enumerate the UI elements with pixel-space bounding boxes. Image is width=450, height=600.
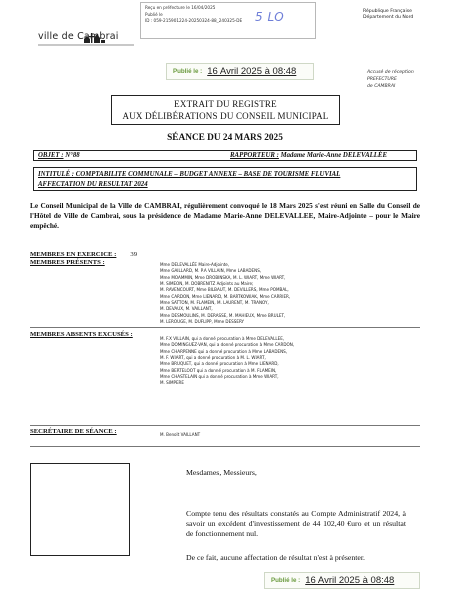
- republique-line: République Française: [363, 9, 412, 14]
- rapporteur-value: Madame Marie-Anne DELEVALLÉE: [278, 152, 387, 159]
- publish-label: Publié le :: [173, 68, 203, 75]
- objet-label: OBJET :: [38, 152, 64, 159]
- list-item: Mme MOAMMIN, Mme DROBINSKA, M. L. WIART, Mme WIART,: [160, 274, 286, 280]
- prefecture-receipt-box: [140, 2, 316, 39]
- city-logo-name: ville de Cambrai: [38, 31, 119, 42]
- list-item: Mme SATTON, M. FLAMEIN, M. LAURENT, M. TRANOY,: [160, 300, 269, 306]
- intitule-label: INTITULÉ :: [38, 171, 75, 178]
- list-item: M. F.X VILLAIN, qui a donné procuration à Mme DELEVALLEE,: [160, 336, 285, 341]
- divider: [30, 327, 420, 328]
- list-item: M. SIMEON, M. DOBRENITZ Adjoints au Maire;: [160, 281, 254, 287]
- membres-presents-label: MEMBRES PRÉSENTS :: [30, 259, 105, 266]
- list-item: M. RAVENCOURT, Mme BILBAUT, M. DEVILLERS, Mme POMBAL,: [160, 287, 289, 293]
- membres-absents-label: MEMBRES ABSENTS EXCUSÉS :: [30, 331, 133, 338]
- letter-salutation: Mesdames, Messieurs,: [186, 468, 257, 477]
- objet-value: N°88: [63, 152, 80, 159]
- handwritten-number: 5 LO: [255, 10, 285, 24]
- list-item: Mme CHARPENNE qui a donné procuration à Mme LABADENS,: [160, 348, 288, 354]
- title-line-1: EXTRAIT DU REGISTRE: [174, 99, 277, 109]
- publish-date-box-bottom: [264, 572, 420, 589]
- departement-line: Département du Nord: [363, 15, 414, 21]
- intitule-line-2: AFFECTATION DU RESULTAT 2024: [38, 180, 148, 188]
- divider: [30, 425, 420, 426]
- list-item: M. DEVAUX, M. VAILLANT,: [160, 306, 213, 312]
- accuse-line: de CAMBRAI: [367, 83, 396, 89]
- membres-exercice-label: MEMBRES EN EXERCICE :: [30, 251, 117, 258]
- letter-paragraph-2: De ce fait, aucune affectation de résultat n'est à présenter.: [186, 553, 365, 562]
- receipt-date-line: Reçu en préfecture le 16/04/2025: [145, 5, 216, 10]
- objet-box: [33, 150, 417, 161]
- list-item: Mme CARDON, Mme LIENARD, M. BARTKOWIAK, Mme CARRIER,: [160, 293, 291, 299]
- republique-header: [363, 9, 413, 22]
- list-item: M. F. WIART, qui a donné procuration à M. L. WIART,: [160, 355, 266, 361]
- list-item: Mme BRUQUET, qui a donné procuration à Mme LIENARD,: [160, 361, 279, 367]
- intitule-box: [33, 167, 417, 191]
- intitule-line-1: COMPTABILITE COMMUNALE – BUDGET ANNEXE – BASE DE TOURISME FLUVIAL: [74, 171, 341, 178]
- rapporteur-label: RAPPORTEUR :: [230, 152, 279, 159]
- margin-box: [30, 463, 130, 556]
- list-item: Mme CHASTELAIN qui a donné procuration à Mme WIART,: [160, 374, 279, 380]
- intro-paragraph: Le Conseil Municipal de la Ville de CAMBRAI, régulièrement convoqué le 18 Mars 2025 s'est réuni en Salle du Conseil de l'Hôtel de Ville de Cambrai, sous la présidence de Madame Marie-Anne DELEVALLEE, Maire-Adjointe – pour le Maire empêché.: [30, 201, 420, 230]
- publish-date: 16 Avril 2025 à 08:48: [305, 575, 395, 586]
- list-item: M. SIMPERE: [160, 380, 184, 386]
- list-item: M. LEROUGE, M. DUFLIPP, Mme DESSERY: [160, 319, 245, 325]
- secretaire-label: SECRÉTAIRE DE SÉANCE :: [30, 428, 117, 435]
- secretaire-value: M. Benoît VAILLANT: [160, 432, 201, 437]
- membres-presents-list: [160, 262, 390, 325]
- document-title-box: [111, 95, 340, 125]
- list-item: Mme BERTELOOT qui a donné procuration à M. FLAMEIN,: [160, 367, 277, 373]
- list-item: Mme DESMOULINS, M. DERASSE, M. MAHIEUX, Mme BRULET,: [160, 312, 286, 318]
- receipt-id-line: ID : 059-215901224-20250324-88_240325-DE: [145, 18, 243, 24]
- membres-exercice-value: 39: [130, 251, 138, 258]
- title-line-2: AUX DÉLIBÉRATIONS DU CONSEIL MUNICIPAL: [122, 110, 329, 121]
- publish-date: 16 Avril 2025 à 08:48: [207, 66, 297, 77]
- accuse-line: Accusé de réception: [367, 70, 414, 75]
- seance-heading: SÉANCE DU 24 MARS 2025: [167, 133, 283, 143]
- publish-date-box-top: [166, 63, 314, 80]
- list-item: Mme GAILLARD, M. P.A VILLAIN, Mme LABADENS,: [160, 268, 262, 274]
- letter-paragraph-1: Compte tenu des résultats constatés au Compte Administratif 2024, à savoir un excédent d'investissement de 44 102,40 €uro et un résultat de fonctionnement nul.: [186, 509, 406, 539]
- accuse-reception: [367, 70, 414, 91]
- publish-label: Publié le :: [271, 577, 301, 584]
- list-item: Mme DOMINGUEZ-VAN, qui a donné procuration à Mme CARDON,: [160, 342, 295, 348]
- membres-absents-list: [160, 336, 400, 387]
- accuse-line: PREFECTURE: [367, 76, 397, 82]
- list-item: Mme DELEVALLÉE Maire-Adjointe,: [160, 262, 230, 267]
- receipt-publish-line: Publié le: [145, 11, 163, 17]
- divider: [30, 446, 420, 447]
